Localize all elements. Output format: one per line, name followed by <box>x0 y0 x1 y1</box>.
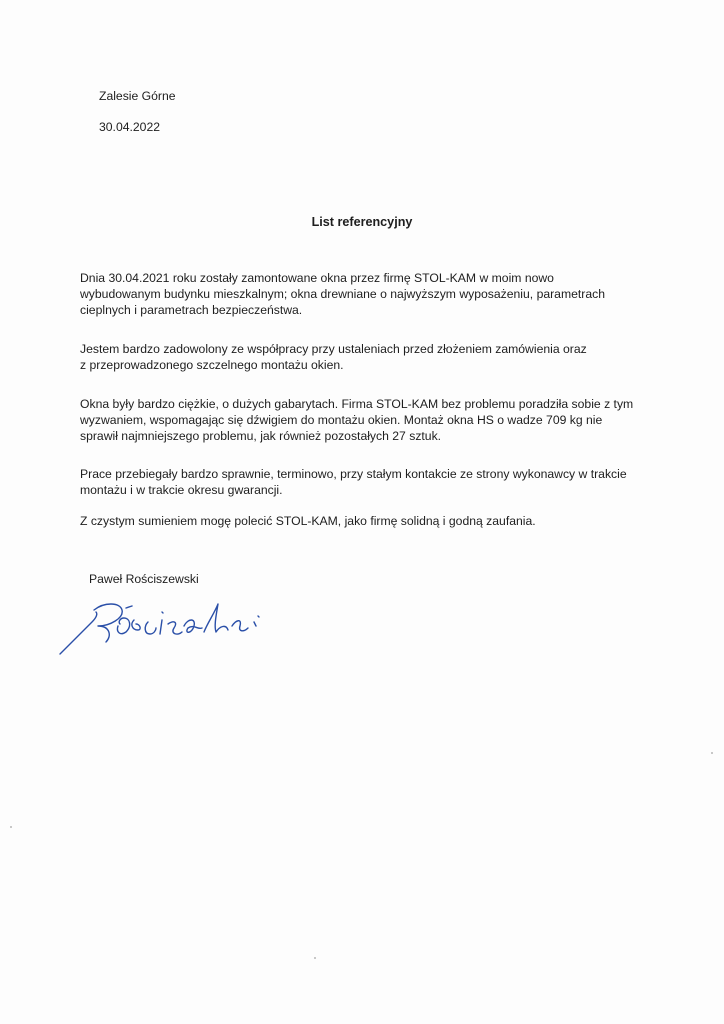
paragraph-line: Okna były bardzo ciężkie, o dużych gabarytach. Firma STOL-KAM bez problemu poradziła sobie z tym <box>80 397 634 411</box>
paragraph-1 <box>80 270 680 318</box>
scan-speck <box>314 957 316 959</box>
paragraph-2 <box>80 341 680 373</box>
paragraph-line: Dnia 30.04.2021 roku zostały zamontowane okna przez firmę STOL-KAM w moim nowo <box>80 271 554 285</box>
signer-name: Paweł Rościszewski <box>89 572 199 586</box>
paragraph-line: Prace przebiegały bardzo sprawnie, terminowo, przy stałym kontakcie ze strony wykonawcy w trakcie <box>80 467 627 481</box>
paragraph-line: montażu i w trakcie okresu gwarancji. <box>80 483 283 497</box>
letter-title: List referencyjny <box>311 215 413 229</box>
paragraph-line: cieplnych i parametrach bezpieczeństwa. <box>80 303 303 317</box>
paragraph-line: sprawił najmniejszego problemu, jak również pozostałych 27 sztuk. <box>80 429 442 443</box>
paragraph-line: wyzwaniem, wspomagając się dźwigiem do montażu okien. Montaż okna HS o wadze 709 kg nie <box>80 413 603 427</box>
handwritten-signature <box>58 596 268 660</box>
scan-speck <box>10 826 12 828</box>
paragraph-4 <box>80 466 680 498</box>
paragraph-line: wybudowanym budynku mieszkalnym; okna drewniane o najwyższym wyposażeniu, parametrach <box>80 287 605 301</box>
letter-place: Zalesie Górne <box>99 89 176 103</box>
paragraph-5 <box>80 513 680 529</box>
paragraph-line: Jestem bardzo zadowolony ze współpracy przy ustaleniach przed złożeniem zamówienia oraz <box>80 342 587 356</box>
paragraph-line: Z czystym sumieniem mogę polecić STOL-KAM, jako firmę solidną i godną zaufania. <box>80 514 536 528</box>
letter-date: 30.04.2022 <box>99 120 160 134</box>
paragraph-3 <box>80 396 680 444</box>
scan-speck <box>711 752 713 754</box>
paragraph-line: z przeprowadzonego szczelnego montażu okien. <box>80 358 344 372</box>
